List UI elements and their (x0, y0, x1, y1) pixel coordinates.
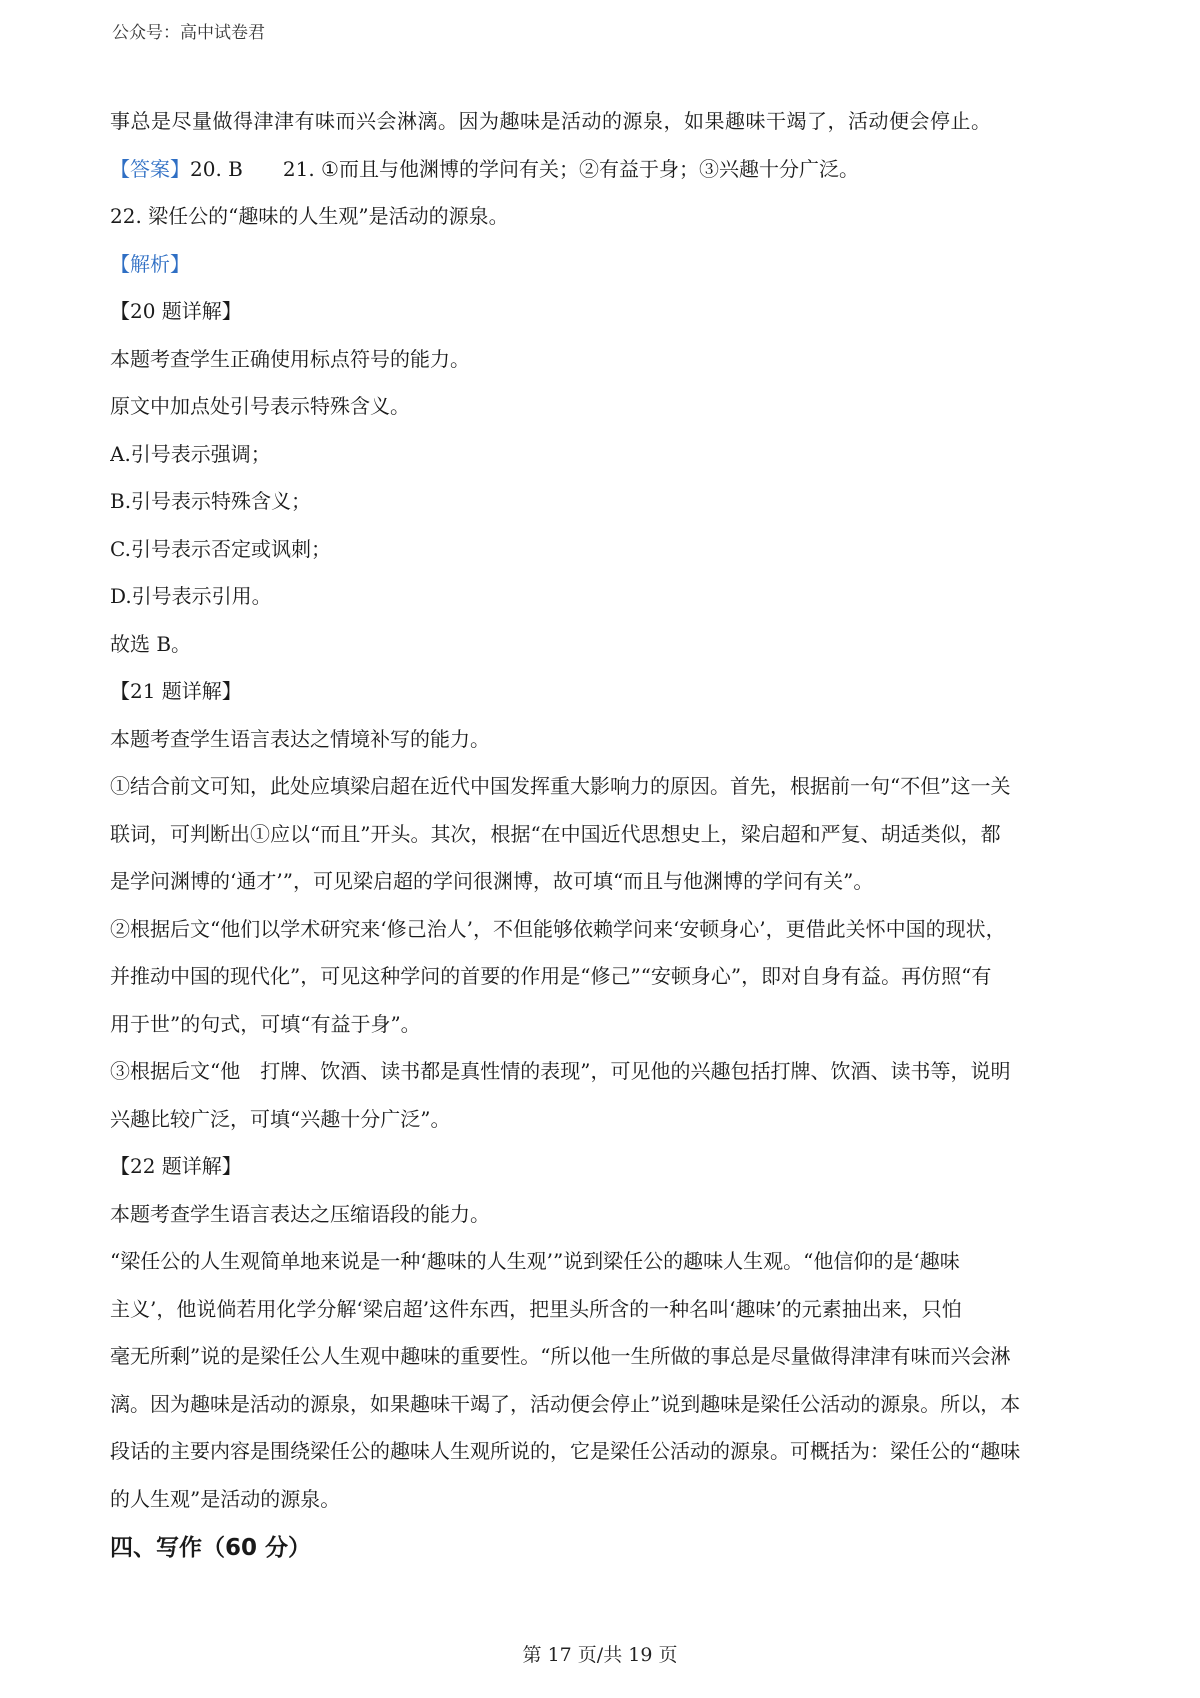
option-b: B.引号表示特殊含义； (110, 489, 312, 513)
header-note: 公众号：高中试卷君 (112, 23, 265, 43)
question-22-heading: 【22 题详解】 (110, 1154, 242, 1178)
text-line: 事总是尽量做得津津有味而兴会淋漓。因为趣味是活动的源泉，如果趣味干竭了，活动便会停止。 (110, 109, 992, 133)
text-line: ②根据后文“他们以学术研究来‘修己治人’，不但能够依赖学问来‘安顿身心’，更借此关怀中国的现状， (110, 916, 1006, 941)
answer-label: 【答案】 (110, 156, 190, 181)
text-line: 的人生观”是活动的源泉。 (110, 1486, 341, 1511)
text-line: 漓。因为趣味是活动的源泉，如果趣味干竭了，活动便会停止”说到趣味是梁任公活动的源泉。所以，本 (110, 1391, 1021, 1416)
text-line: 是学问渊博的‘通才’”，可见梁启超的学问很渊博，故可填“而且与他渊博的学问有关”。 (110, 869, 874, 893)
text-line: 本题考查学生语言表达之情境补写的能力。 (110, 726, 490, 751)
question-21-heading: 【21 题详解】 (110, 679, 242, 703)
text-line: 段话的主要内容是围绕梁任公的趣味人生观所说的，它是梁任公活动的源泉。可概括为：梁任公的“趣味 (110, 1439, 1021, 1463)
text-line: 故选 B。 (110, 631, 192, 656)
text-line: ③根据后文“他 打牌、饮酒、读书都是真性情的表现”，可见他的兴趣包括打牌、饮酒、读书等，说明 (110, 1059, 1011, 1083)
answer-20: 20. B (190, 156, 243, 181)
option-c: C.引号表示否定或讽刺； (110, 536, 331, 561)
text-line: 主义’，他说倘若用化学分解‘梁启超’这件东西，把里头所含的一种名叫‘趣味’的元素抽出来，只怕 (110, 1296, 962, 1321)
text-line: 原文中加点处引号表示特殊含义。 (110, 394, 410, 418)
document-body (110, 98, 1100, 1573)
text-line: “梁任公的人生观简单地来说是一种‘趣味的人生观’”说到梁任公的趣味人生观。“他信仰的是‘趣味 (110, 1249, 960, 1273)
text-line: 兴趣比较广泛，可填“兴趣十分广泛”。 (110, 1106, 451, 1131)
text-line: 毫无所剩”说的是梁任公人生观中趣味的重要性。“所以他一生所做的事总是尽量做得津津有味而兴会淋 (110, 1344, 1011, 1368)
answer-line (110, 146, 1100, 194)
text-line: 并推动中国的现代化”，可见这种学问的首要的作用是“修己”“安顿身心”，即对自身有益。再仿照“有 (110, 964, 992, 988)
text-line: 用于世”的句式，可填“有益于身”。 (110, 1011, 421, 1036)
text-line: 本题考查学生语言表达之压缩语段的能力。 (110, 1201, 490, 1226)
section-heading: 四、写作（60 分） (110, 1535, 312, 1561)
analysis-label: 【解析】 (110, 251, 190, 276)
text-line: ①结合前文可知，此处应填梁启超在近代中国发挥重大影响力的原因。首先，根据前一句“不但”这一关 (110, 774, 1011, 798)
text-line: 本题考查学生正确使用标点符号的能力。 (110, 346, 470, 371)
option-a: A.引号表示强调； (110, 441, 271, 466)
page-number: 第 17 页/共 19 页 (522, 1644, 678, 1666)
option-d: D.引号表示引用。 (110, 584, 272, 608)
text-line: 联词，可判断出①应以“而且”开头。其次，根据“在中国近代思想史上，梁启超和严复、胡适类似，都 (110, 821, 1001, 846)
answer-21: 21. ①而且与他渊博的学问有关；②有益于身；③兴趣十分广泛。 (282, 156, 859, 181)
answer-22: 22. 梁任公的“趣味的人生观”是活动的源泉。 (110, 204, 509, 228)
question-20-heading: 【20 题详解】 (110, 299, 242, 323)
